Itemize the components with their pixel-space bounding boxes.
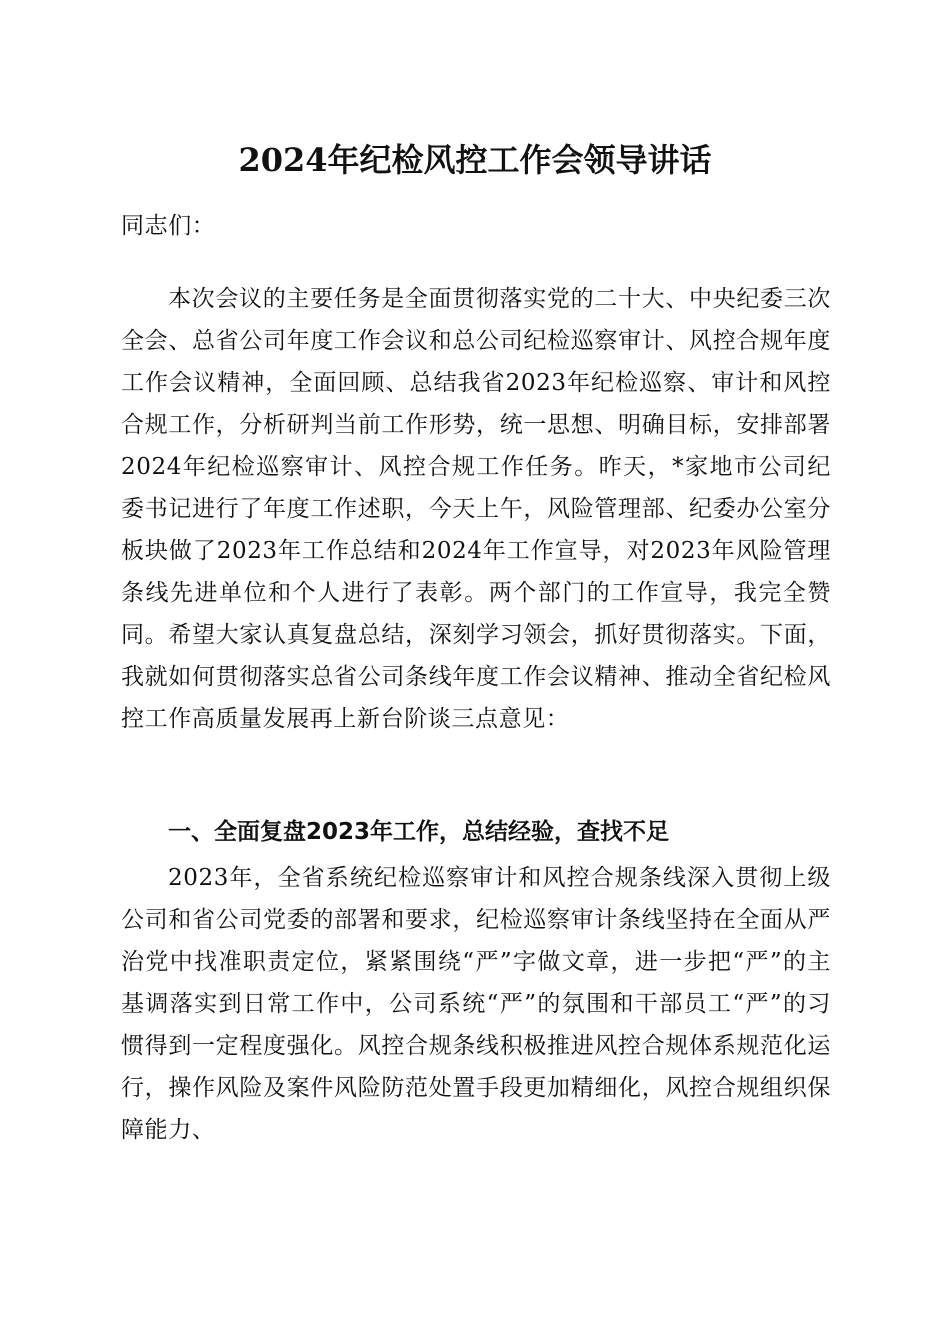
document-title: 2024年纪检风控工作会领导讲话 [238,141,712,179]
salutation: 同志们： [121,213,216,239]
section-heading-1: 一、全面复盘2023年工作，总结经验，查找不足 [168,819,670,845]
paragraph-2023-review: 2023年，全省系统纪检巡察审计和风控合规条线深入贯彻上级公司和省公司党委的部署和要求，纪检巡察审计条线坚持在全面从严治党中找准职责定位，紧紧围绕“严”字做文章，进一步把“严”的主基调落实到日常工作中，公司系统“严”的氛围和干部员工“严”的习惯得到一定程度强化。风控合规条线积极推进风控合规体系规范化运行，操作风险及案件风险防范处置手段更加精细化，风控合规组织保障能力、 [121,865,831,1143]
paragraph-intro: 本次会议的主要任务是全面贯彻落实党的二十大、中央纪委三次全会、总省公司年度工作会议和总公司纪检巡察审计、风控合规年度工作会议精神，全面回顾、总结我省2023年纪检巡察、审计和风控合规工作，分析研判当前工作形势，统一思想、明确目标，安排部署2024年纪检巡察审计、风控合规工作任务。昨天，*家地市公司纪委书记进行了年度工作述职，今天上午，风险管理部、纪委办公室分板块做了2023年工作总结和2024年工作宣导，对2023年风险管理条线先进单位和个人进行了表彰。两个部门的工作宣导，我完全赞同。希望大家认真复盘总结，深刻学习领会，抓好贯彻落实。下面，我就如何贯彻落实总省公司条线年度工作会议精神、推动全省纪检风控工作高质量发展再上新台阶谈三点意见： [121,286,831,732]
